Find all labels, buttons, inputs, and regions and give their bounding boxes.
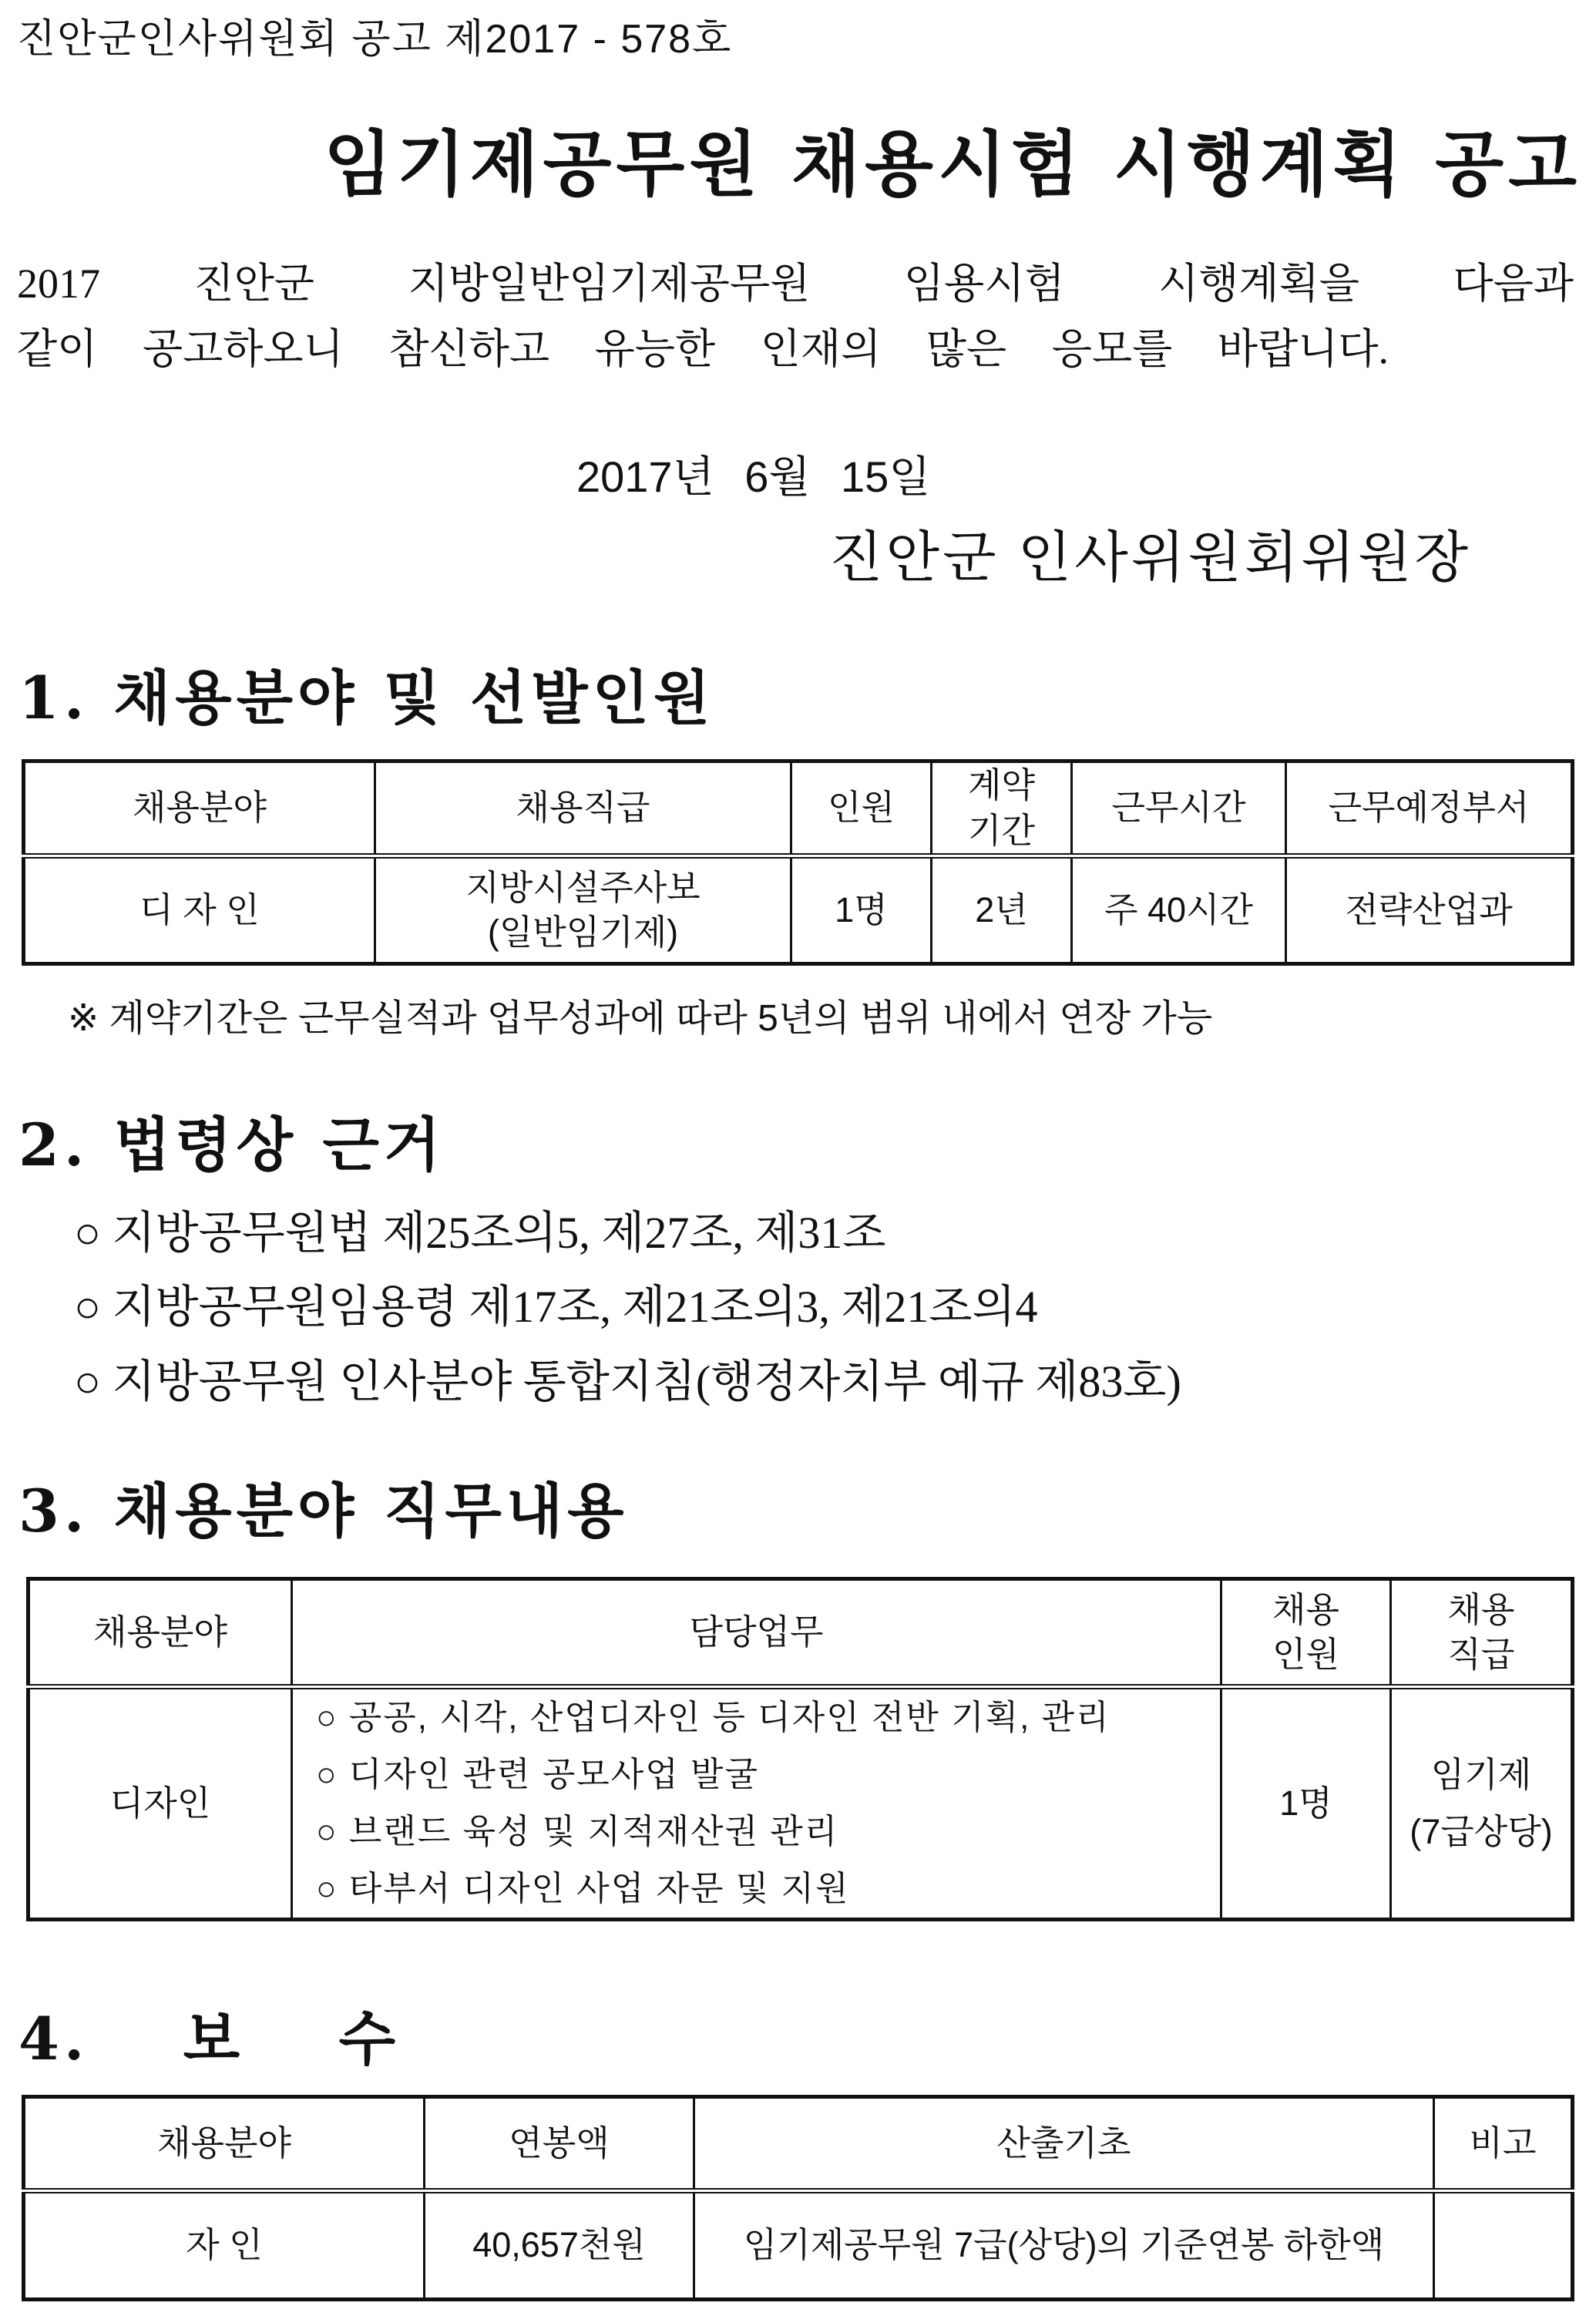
- intro-word: 지방일반임기제공무원: [408, 261, 811, 307]
- signature-line: 진안군 인사위원회위원장: [829, 527, 1472, 589]
- col-header: [1221, 1579, 1391, 1687]
- intro-word: 같이: [17, 326, 98, 372]
- table-row: [24, 2191, 1573, 2300]
- intro-line-1: [17, 250, 1574, 310]
- intro-word: 다음과: [1453, 261, 1574, 307]
- field-cell: 디자인: [29, 1687, 292, 1920]
- intro-word: 많은: [926, 326, 1007, 372]
- intro-word: 바랍니다.: [1217, 326, 1389, 372]
- intro-word: 인재의: [760, 326, 882, 372]
- table-row: [29, 1687, 1573, 1920]
- grade-line: (7급상당): [1410, 1812, 1553, 1851]
- period-cell: 2년: [932, 856, 1072, 964]
- table-header-row: [24, 761, 1573, 856]
- basis-cell: 임기제공무원 7급(상당)의 기준연봉 하한액: [694, 2191, 1434, 2300]
- contract-note: ※ 계약기간은 근무실적과 업무성과에 따라 5년의 범위 내에서 연장 가능: [68, 998, 1213, 1039]
- grade-cell: [375, 856, 791, 964]
- intro-word: 시행계획을: [1158, 261, 1359, 307]
- law-item: ○ 지방공무원 인사분야 통합지침(행정자치부 예규 제83호): [74, 1356, 1181, 1407]
- col-header: [932, 761, 1072, 856]
- announcement-date: 2017년 6월 15일: [576, 452, 931, 501]
- intro-word: 참신하고: [388, 326, 550, 372]
- page-title: 임기제공무원 채용시험 시행계획 공고: [324, 123, 1582, 206]
- section-4-heading: 4. 보 수: [18, 2005, 401, 2073]
- col-header: 담당업무: [292, 1579, 1221, 1687]
- duty-item: ○ 브랜드 육성 및 지적재산권 관리: [316, 1813, 839, 1850]
- intro-word: 유능한: [594, 326, 716, 372]
- salary-table: [22, 2095, 1574, 2301]
- table-header-row: [29, 1579, 1573, 1687]
- col-header: 근무시간: [1072, 761, 1286, 856]
- intro-word: 진안군: [193, 261, 315, 307]
- col-header: 인원: [791, 761, 932, 856]
- section-1-heading: 1. 채용분야 및 선발인원: [18, 664, 715, 732]
- col-header: [1391, 1579, 1573, 1687]
- intro-word: 2017: [17, 261, 100, 307]
- col-header: 비고: [1434, 2097, 1573, 2191]
- hours-cell: 주 40시간: [1072, 856, 1286, 964]
- duties-table: [26, 1577, 1574, 1921]
- law-item: ○ 지방공무원임용령 제17조, 제21조의3, 제21조의4: [74, 1282, 1038, 1332]
- grade-line: (일반임기제): [487, 913, 679, 952]
- intro-word: 임용시험: [903, 261, 1065, 307]
- intro-line-2: [17, 316, 1389, 375]
- field-cell: 디 자 인: [24, 856, 375, 964]
- col-header: 채용분야: [24, 2097, 425, 2191]
- remark-cell: [1434, 2191, 1573, 2300]
- col-header: 근무예정부서: [1286, 761, 1573, 856]
- intro-word: 응모를: [1051, 326, 1173, 372]
- col-header-line: 계약: [968, 765, 1035, 805]
- col-header-line: 직급: [1447, 1635, 1515, 1674]
- intro-word: 공고하오니: [142, 326, 344, 372]
- count-cell: 1명: [791, 856, 932, 964]
- duty-item: ○ 타부서 디자인 사업 자문 및 지원: [316, 1870, 850, 1908]
- salary-cell: 40,657천원: [425, 2191, 694, 2300]
- col-header: 산출기초: [694, 2097, 1434, 2191]
- col-header-line: 인원: [1272, 1635, 1339, 1674]
- department-cell: 전략산업과: [1286, 856, 1573, 964]
- recruitment-table: [22, 759, 1574, 966]
- col-header: 채용분야: [29, 1579, 292, 1687]
- grade-line: 지방시설주사보: [465, 867, 701, 907]
- grade-cell: [1391, 1687, 1573, 1920]
- table-row: [24, 856, 1573, 964]
- document-number: 진안군인사위원회 공고 제2017 - 578호: [17, 17, 733, 62]
- grade-line: 임기제: [1430, 1755, 1532, 1794]
- duty-item: ○ 디자인 관련 공모사업 발굴: [316, 1756, 760, 1793]
- section-3-heading: 3. 채용분야 직무내용: [18, 1477, 629, 1545]
- count-cell: 1명: [1221, 1687, 1391, 1920]
- col-header: 채용직급: [375, 761, 791, 856]
- field-cell: 자 인: [24, 2191, 425, 2300]
- duties-cell: [292, 1687, 1221, 1920]
- col-header-line: 채용: [1447, 1589, 1515, 1629]
- section-2-heading: 2. 법령상 근거: [18, 1111, 445, 1179]
- col-header-line: 채용: [1272, 1589, 1339, 1629]
- col-header: 채용분야: [24, 761, 375, 856]
- col-header-line: 기간: [968, 810, 1035, 850]
- law-item: ○ 지방공무원법 제25조의5, 제27조, 제31조: [74, 1208, 886, 1258]
- col-header: 연봉액: [425, 2097, 694, 2191]
- duty-item: ○ 공공, 시각, 산업디자인 등 디자인 전반 기획, 관리: [316, 1699, 1110, 1736]
- table-header-row: [24, 2097, 1573, 2191]
